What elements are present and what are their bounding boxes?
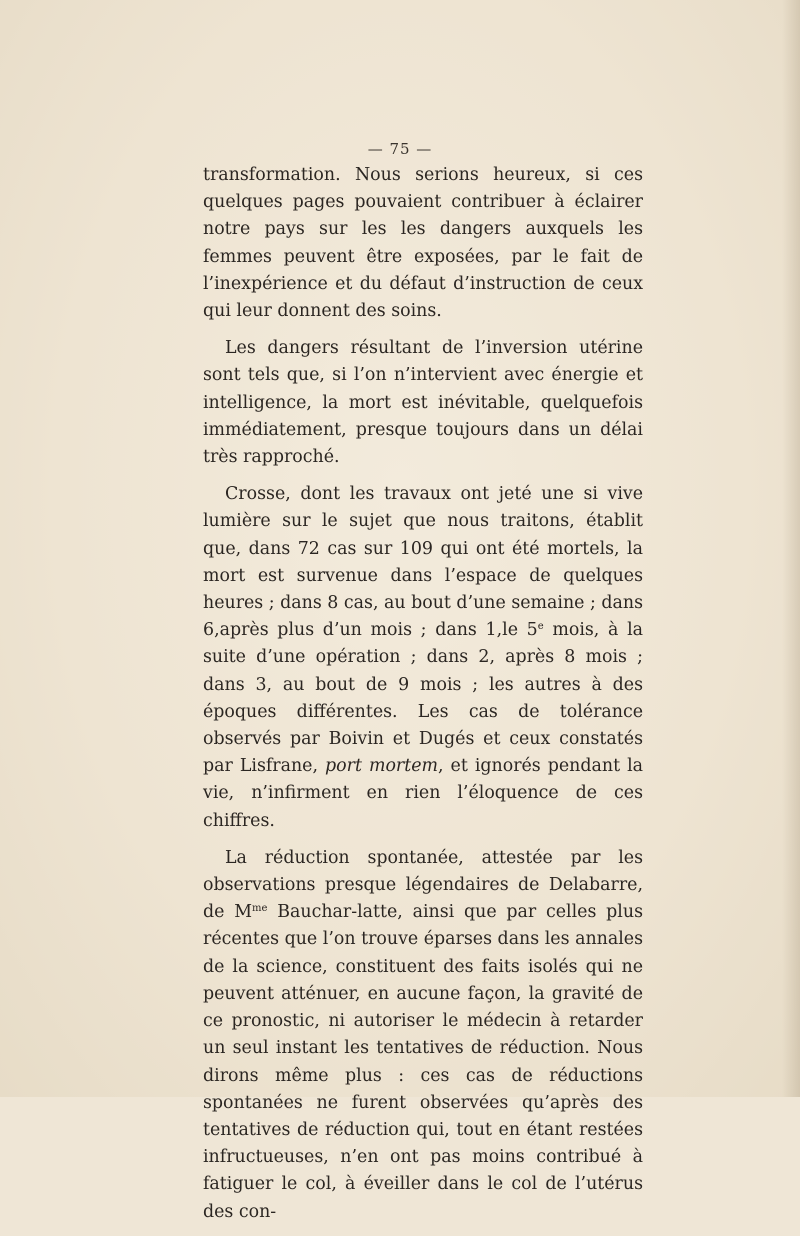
paragraph-3-text-b: mois, à la suite d’une opération ; dans 2, après 8 mois ; dans 3, au bout de 9 mois ; les autres à des époques différentes. Les cas de tolérance observés par Boivin et Dugés et ceux constatés par Lisfrane, xyxy=(203,620,643,777)
paragraph-4-text-a: La réduction spontanée, attestée par les observations presque légendaires de Delabarre, de M xyxy=(203,847,643,923)
paragraph-4-text-b: Bauchar-latte, ainsi que par celles plus récentes que l’on trouve éparses dans les annales de la science, constituent des faits isolés qui ne peuvent atténuer, en aucune façon, la gravité de ce pronostic, ni autoriser le médecin à retarder un seul instant les tentatives de réduction. Nous dirons même plus : ces cas de réductions spontanées ne furent observées qu’après des tentatives de réduction qui, tout en étant restées infructueuses, n’en ont pas moins contribué à fatiguer le col, à éveiller dans le col de l’utérus des con- xyxy=(203,902,643,1222)
paragraph-1-text: transformation. Nous serions heureux, si ces quelques pages pouvaient contribuer à éclairer notre pays sur les les dangers auxquels les femmes peuvent être exposées, par le fait de l’inexpérience et du défaut d’instruction de ceux qui leur donnent des soins. xyxy=(203,165,643,322)
paragraph-3-text-a: Crosse, dont les travaux ont jeté une si vive lumière sur le sujet que nous traitons, établit que, dans 72 cas sur 109 qui ont été mortels, la mort est survenue dans l’espace de quelques heures ; dans 8 cas, au bout d’une semaine ; dans 6,après plus d’un mois ; dans 1,le 5 xyxy=(203,484,643,641)
ordinal-superscript: e xyxy=(537,621,544,633)
paragraph-1 xyxy=(203,162,643,325)
paragraph-2 xyxy=(203,335,643,471)
title-superscript: me xyxy=(252,903,268,915)
paragraph-2-text: Les dangers résultant de l’inversion utérine sont tels que, si l’on n’intervient avec énergie et intelligence, la mort est inévitable, quelquefois immédiatement, presque toujours dans un délai très rapproché. xyxy=(203,338,643,468)
body-text xyxy=(203,162,643,1236)
latin-phrase: port mortem xyxy=(325,756,438,777)
paragraph-3-text-c: , et ignorés pendant la vie, n’infirment en rien l’éloquence de ces chiffres. xyxy=(203,756,644,831)
paragraph-3 xyxy=(203,481,643,835)
paragraph-4 xyxy=(203,845,643,1226)
page-number: — 75 — xyxy=(367,140,433,158)
